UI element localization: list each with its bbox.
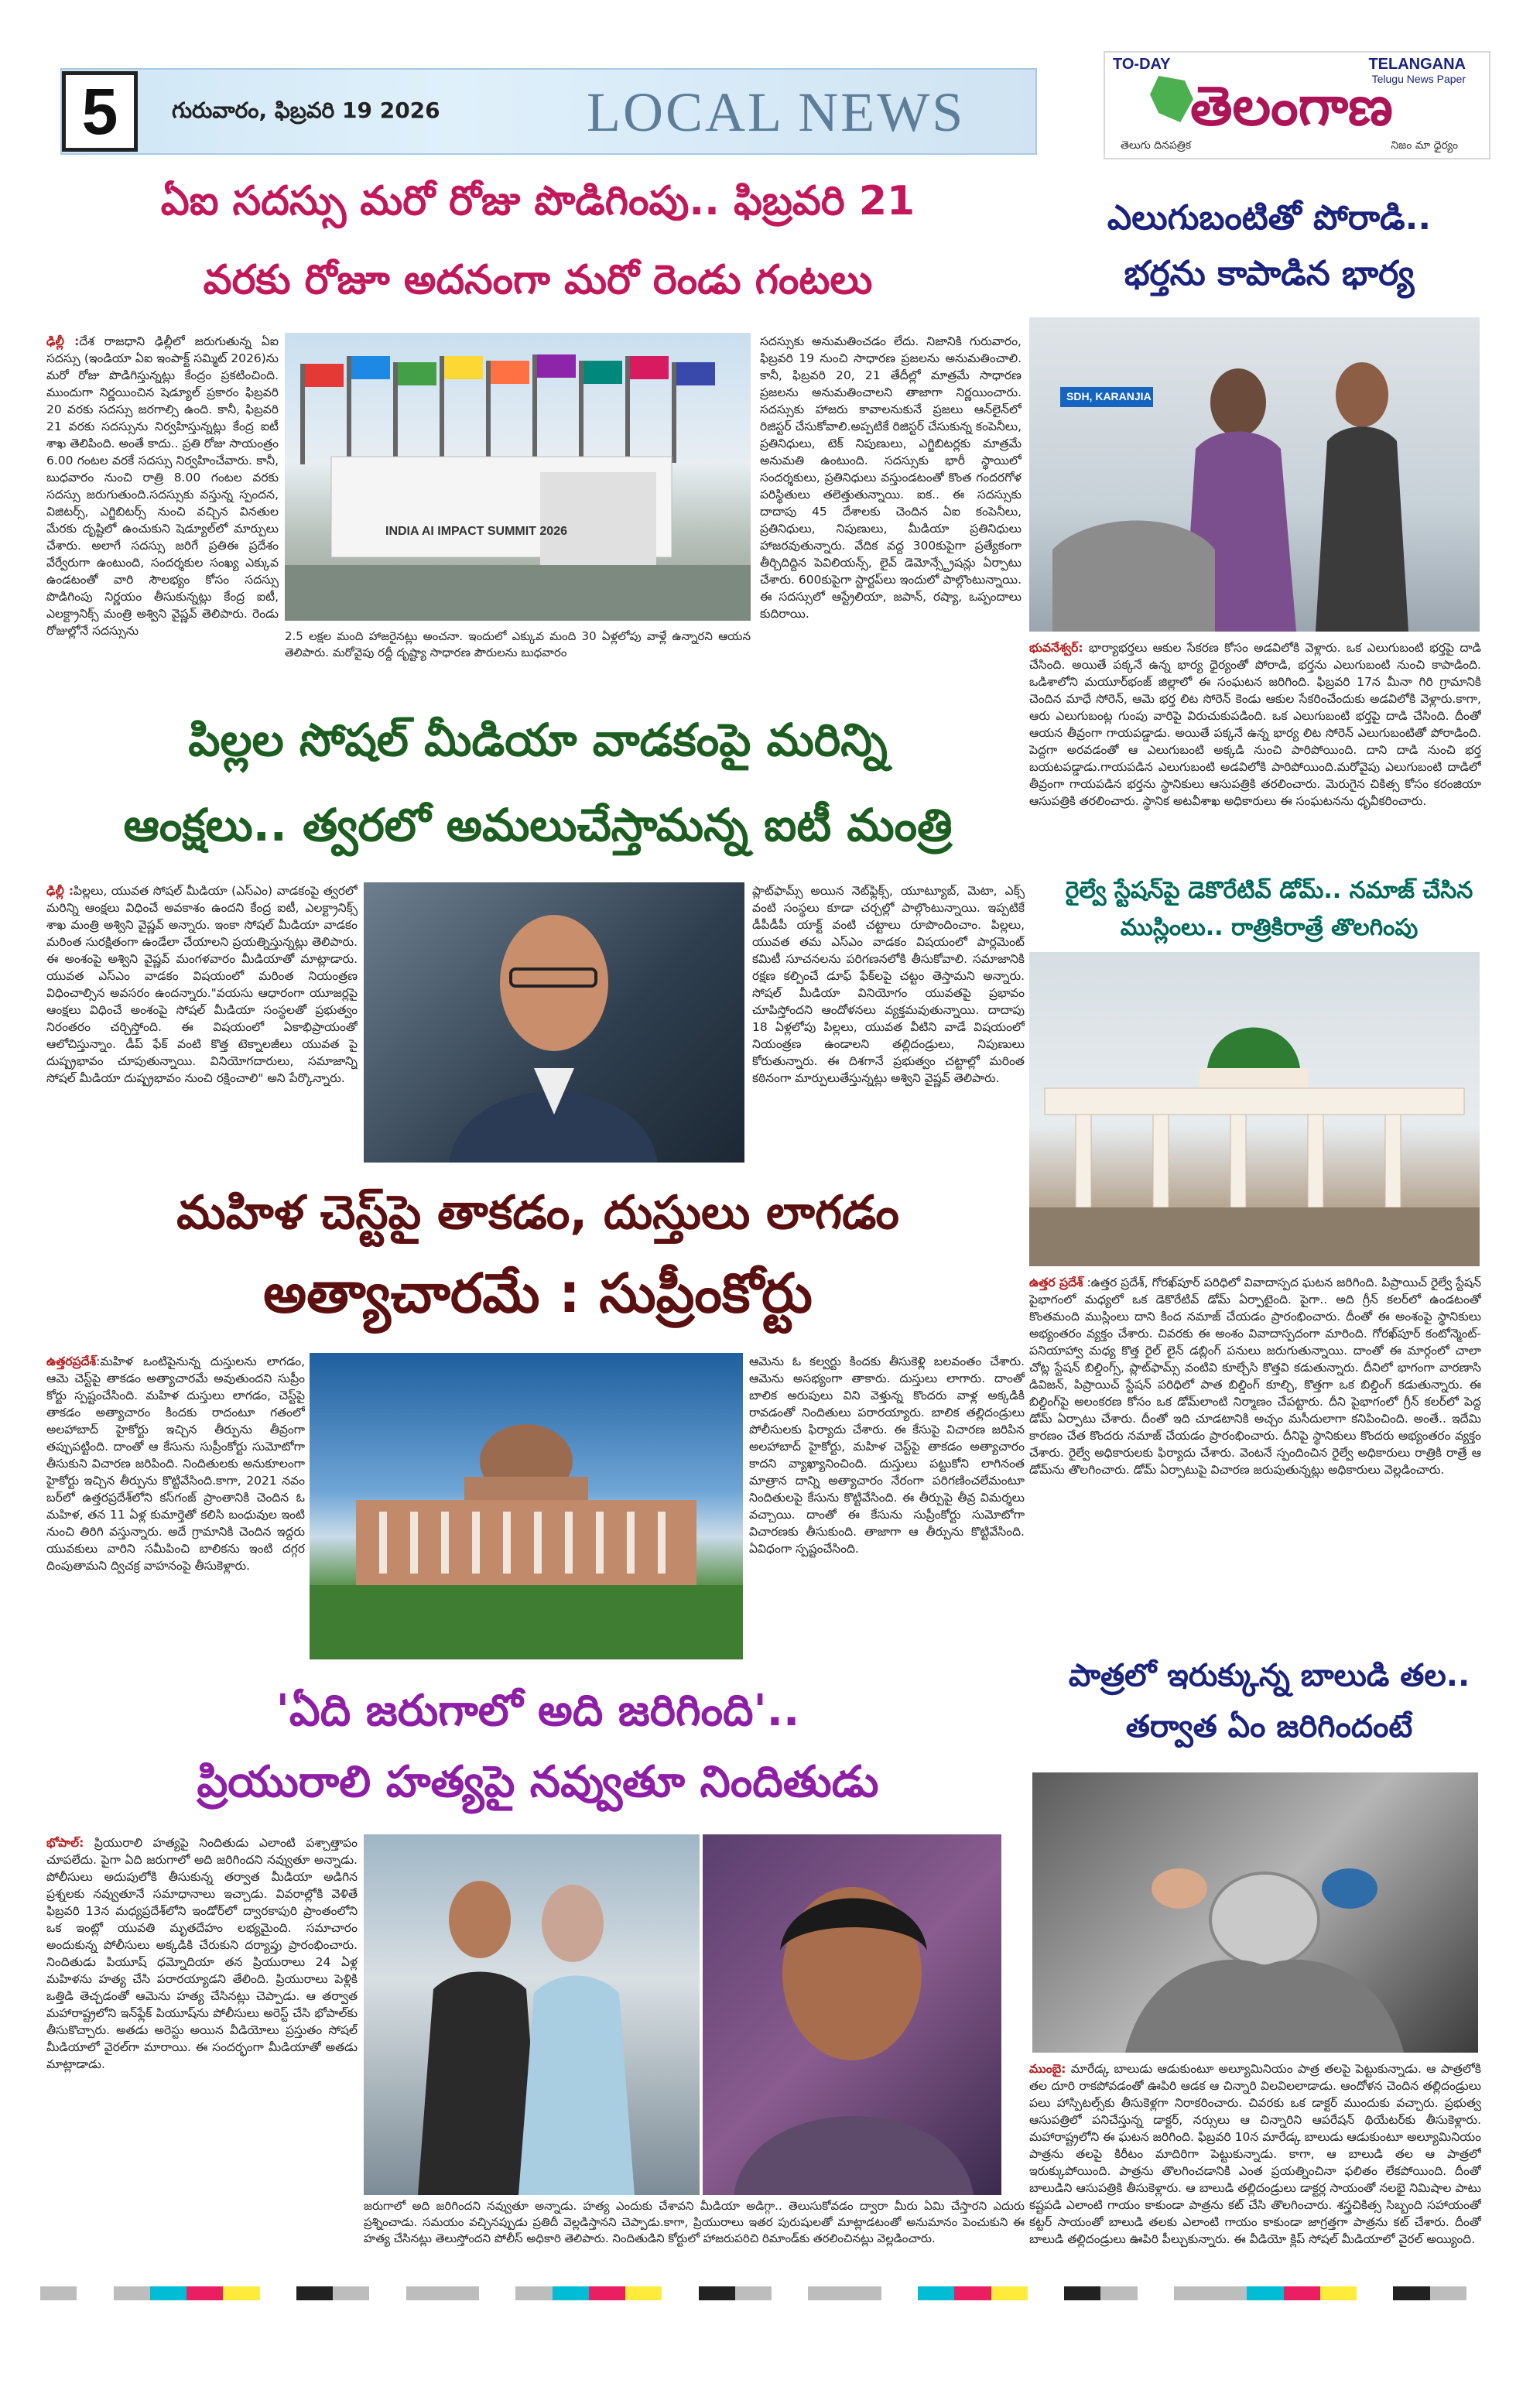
accused-photo bbox=[703, 1834, 1001, 2195]
bear-headline-1: ఎలుగుబంటితో పోరాడి.. bbox=[1107, 198, 1432, 238]
minister-photo bbox=[364, 882, 744, 1163]
railway-headline-2: ముస్లింలు.. రాత్రికిరాత్రే తొలగింపు bbox=[1120, 914, 1419, 941]
murder-headline-2: ప్రియురాలి హత్యపై నవ్వుతూ నిందితుడు bbox=[197, 1757, 879, 1807]
vessel-headline-2: తర్వాత ఏం జరిగిందంటే bbox=[1125, 1709, 1413, 1745]
social-media-location: ఢిల్లీ : bbox=[46, 884, 74, 898]
ai-summit-photo bbox=[285, 333, 751, 621]
logo-subtitle: Telugu News Paper bbox=[1371, 73, 1466, 85]
railway-photo bbox=[1029, 952, 1480, 1266]
ai-summit-location: ఢిల్లీ : bbox=[46, 334, 80, 348]
section-title: LOCAL NEWS bbox=[587, 81, 966, 143]
murder-caption: జరుగాలో అది జరిగిందని నవ్వుతూ అన్నాడు. హత్య ఎందుకు చేశావని మీడియా అడిగ్గా.. తెలుసుకోవడం ద్వారా మీరు ఏమి చేస్తారని ఎదురు ప్రశ్నించాడు. సమయం వచ్చినప్పుడు ప్రతిదీ వెల్లడిస్తానని చెప్పాడు.కాగా, ప్రియురాలు ఇతర పురుషులతో మాట్లాడటంతో అనుమానం పెంచుకుని ఈ హత్య చేసినట్లు తెలుస్తోందని పోలీస్ అధికారి తెలిపారు. నిందితుడిని కోర్టులో హాజరుపరిచి రిమాండ్‌కు తరలించినట్లు వెల్లడించారు. bbox=[364, 2199, 1025, 2245]
social-media-headline-2: ఆంక్షలు.. త్వరలో అమలుచేస్తామన్న ఐటీ మంత్రి bbox=[123, 799, 953, 851]
court-headline-1: మహిళ చెస్ట్‌పై తాకడం, దుస్తులు లాగడం bbox=[176, 1186, 899, 1240]
ai-summit-body-col3: సదస్సుకు అనుమతించడం లేదు. నిజానికి గురువారం, ఫిబ్రవరి 19 నుంచి సాధారణ ప్రజలను అనుమతించాలి. కానీ, ఫిబ్రవరి 20, 21 తేదీల్లో మాత్రమే సాధారణ ప్రజలను అనుమతించాలని తాజాగా నిర్ణయించారు. సదస్సుకు హాజరు కావాలనుకునే ప్రజలు ఆన్‌లైన్‌లో రిజిస్టర్ చేసుకోవాలి.అప్పటికే రిజిస్టర్ చేసుకున్న కంపెనీలు, ప్రతినిధులు, టెక్ నిపుణులు, ఎగ్జిబిటర్లకు మాత్రమే అనుమతి ఉంటుంది. సదస్సుకు భారీ స్థాయిలో సందర్శకులు, ప్రతినిధులు వస్తుండటంతో కొంత గందరగోళ పరిస్థితులు తలెత్తుతున్నాయి. ఐక.. ఈ సదస్సుకు దాదాపు 45 దేశాలకు చెందిన ఏఐ కంపెనీలు, ప్రతినిధులు, నిపుణులు, మీడియా ప్రతినిధులు హాజరవుతున్నారు. వేదిక వద్ద 300కుపైగా ప్రత్యేకంగా తీర్చిదిద్దిన పెవిలియన్స్, లైవ్ డెమోన్స్ట్రేషన్లు ఏర్పాటు చేశారు. 600కుపైగా స్టార్టప్‌లు ఇందులో పాల్గొంటున్నాయి. ఈ సదస్సులో ఆస్ట్రేలియా, జపాన్, రష్యా, ఒప్పందాలు కుదిరాయి. bbox=[760, 334, 1022, 621]
bear-photo bbox=[1029, 317, 1480, 632]
summit-venue-illustration bbox=[285, 333, 751, 621]
accused-portrait-illustration bbox=[703, 1834, 1001, 2195]
logo-name: తెలంగాణ bbox=[1190, 74, 1393, 138]
hospital-scene-illustration bbox=[1029, 317, 1480, 632]
logo-today: TO-DAY bbox=[1113, 56, 1171, 73]
bear-body: భువనేశ్వర్: భార్యాభర్తలు ఆకుల సేకరణ కోసం అడవిలోకి వెళ్లారు. ఒక ఎలుగుబంటి భర్తపై దాడి చేసింది. అయితే పక్కనే ఉన్న భార్య ధైర్యంతో పోరాడి, భర్తను ఎలుగుబంటి నుంచి కాపాడింది. ఒడిశాలోని మయూర్‌భంజ్ జిల్లాలో ఈ సంఘటన జరిగింది. ఫిబ్రవరి 17న మీనా గిరి గ్రామానికి చెందిన మాధే సోరెన్, ఆమె భర్త లిట సోరెన్ కెండు ఆకుల సేకరించేందుకు అడవిలోకి వెళ్లారు.కాగా, ఆరు ఎలుగుబంట్ల గుంపు వారిపై విరుచుకుపడింది. ఒక ఎలుగుబంటి భర్తపై దాడి చేసింది. దీంతో ఆయన తీవ్రంగా గాయపడ్డాడు. అయితే పక్కనే ఉన్న భార్య లిట సోరెన్ ఎలుగుబంటితో పోరాడింది. పెద్దగా అరవడంతో ఆ ఎలుగుబంటి అక్కడి నుంచి పారిపోయింది. దాని దాడి నుంచి భర్త బయటపడ్డాడు.గాయపడిన ఎలుగుబంటి అడవిలోకి పారిపోయింది.మరోవైపు ఎలుగుబంటి దాడిలో తీవ్రంగా గాయపడిన భర్తను స్థానికులు ఆసుపత్రికి తరలించారు. మెరుగైన చికిత్స కోసం కరంజియా ఆసుపత్రికి తరలించారు. స్థానిక అటవీశాఖ అధికారులు ఈ సంఘటనను ధృవీకరించారు. bbox=[1029, 641, 1481, 808]
vessel-photo bbox=[1032, 1772, 1478, 2053]
couple-photo bbox=[364, 1834, 700, 2195]
vessel-body: ముంబై: మారేడ్క బాలుడు ఆడుకుంటూ అల్యూమినియం పాత్ర తలపై పెట్టుకున్నాడు. ఆ పాత్రలోకి తల దూరి రాకపోవడంతో ఊపిరి ఆడక ఆ చిన్నారి విలవిలలాడాడు. ఆందోళన చెందిన తల్లిదండ్రులు పలు హాస్పిటల్స్‌కు తీసుకెళ్లగా నిరాకరించారు. చివరకు ఒక డాక్టర్ ముందుకు వచ్చారు. ప్రభుత్వ ఆసుపత్రిలో పనిచేస్తున్న డాక్టర్, నర్సులు ఆ చిన్నారిని ఆపరేషన్ థియేటర్‌కు తీసుకెళ్లారు. మహారాష్ట్రలోని ఈ ఘటన జరిగింది. ఫిబ్రవరి 10న మారేడ్క బాలుడు ఆడుకుంటూ అల్యూమినియం పాత్రను తలపై కిరీటం మాదిరిగా పెట్టుకున్నాడు. కాగా, ఆ బాలుడి తల ఆ పాత్రలో ఇరుక్కుపోయింది. పాత్రను తొలగించడానికి ఎంత ప్రయత్నించినా ఫలితం లేకపోయింది. దీంతో బాలుడిని ఆసుపత్రికి తీసుకెళ్లారు. ఆ బాలుడి తల్లిదండ్రులు డాక్టర్ల సాయంతో నలభై నిమిషాల పాటు కష్టపడి ఎలాంటి గాయం కాకుండా పాత్రను కట్ చేసి తొలగించారు. శస్త్రచికిత్స సిబ్బంది సహాయంతో కట్టర్ సాయంతో బాలుడి తలకు ఎలాంటి గాయం కాకుండా జాగ్రత్తగా పాత్రను కట్ చేశారు. దీంతో బాలుడి తల్లిదండ్రులు ఊపిరి పీల్చుకున్నారు. ఈ వీడియో క్లిప్ సోషల్ మీడియాలో వైరల్ అయ్యింది. bbox=[1029, 2062, 1481, 2246]
railway-headline-1: రైల్వే స్టేషన్‌పై డెకొరేటివ్ డోమ్.. నమాజ్ చేసిన bbox=[1065, 877, 1473, 904]
ai-summit-headline-1: ఏఐ సదస్సు మరో రోజు పొడిగింపు.. ఫిబ్రవరి 21 bbox=[160, 178, 915, 224]
ai-summit-headline-2: వరకు రోజూ అదనంగా మరో రెండు గంటలు bbox=[203, 257, 873, 303]
bear-headline-2: భర్తను కాపాడిన భార్య bbox=[1124, 254, 1415, 293]
court-headline-2: అత్యాచారమే : సుప్రీంకోర్టు bbox=[263, 1262, 813, 1325]
murder-headline-1: 'ఏది జరుగాలో అది జరిగింది'.. bbox=[275, 1686, 800, 1736]
court-location: ఉత్తరప్రదేశ్ bbox=[46, 1354, 97, 1368]
ai-summit-caption: 2.5 లక్షల మంది హాజరైనట్లు అంచనా. ఇందులో ఎక్కువ మంది 30 ఏళ్లలోపు వాళ్లే ఉన్నారని ఆయన తెలిపారు. మరోవైపు రద్దీ దృష్ట్యా సాధారణ పౌరులను బుధవారం bbox=[285, 629, 751, 659]
couple-illustration bbox=[364, 1834, 700, 2195]
print-color-bar bbox=[40, 2286, 1503, 2300]
railway-location: ఉత్తర ప్రదేశ్ bbox=[1029, 1276, 1083, 1289]
masthead-logo bbox=[1104, 51, 1490, 159]
vessel-location: ముంబై: bbox=[1029, 2062, 1066, 2076]
minister-portrait-illustration bbox=[364, 882, 744, 1163]
social-media-body-col3: ప్లాట్‌ఫామ్స్ అయిన నెట్‌ఫ్లిక్స్, యూట్యూబ్, మెటా, ఎక్స్ వంటి సంస్థలు కూడా చర్చల్లో పాల్గొంటున్నాయి. ఇప్పటికే డీపీడీపీ యాక్ట్ వంటి చట్టాలు రూపొందించాం. పిల్లలు, యువత తమ ఎస్ఎం వాడకం విషయంలో పార్లమెంట్ కమిటీ సూచనలను పరిగణనలోకి తీసుకోవాలి. సమాజానికి రక్షణ కల్పించే డూఫ్ ఫేక్‌లపై చట్టం తెస్తామని అన్నారు. సోషల్ మీడియా వినియోగం యువతపై ప్రభావం చూపిస్తోందని ఆందోళనలు వ్యక్తమవుతున్నాయి. దాదాపు 18 ఏళ్లలోపు పిల్లలు, యువత వీటిని వాడే విషయంలో నియంత్రణ ఉండాలని తల్లిదండ్రులు, నిపుణులు కోరుతున్నారు. ఈ దిశగానే ప్రభుత్వం చట్టాల్లో మరింత కఠినంగా మార్పులుతేస్తున్నట్లు అశ్విని వైష్ణవ్ తెలిపారు. bbox=[752, 884, 1025, 1085]
murder-location: భోపాల్: bbox=[46, 1836, 84, 1850]
railway-body: ఉత్తర ప్రదేశ్ :ఉత్తర ప్రదేశ్, గోరఖ్‌పూర్ పరిధిలో వివాదాస్పద ఘటన జరిగింది. పిప్రాయిచ్ రైల్వే స్టేషన్ పైభాగంలో మధ్యలో ఒక డెకొరేటివ్ డోమ్ ఏర్పాటైంది. పైగా.. అది గ్రీన్ కలర్‌లో ఉండటంతో కొంతమంది ముస్లింలు దాని కింద నమాజ్ చేయడం ప్రారంభించారు. దీంతో ఈ అంశంపై స్థానికులు అభ్యంతరం వ్యక్తం చేశారు. చివరకు ఈ అంశం వివాదాస్పదంగా మారింది. గోరఖ్‌పూర్ కంటోన్మెంట్-పనియాహ్వా మధ్య కొత్త రైల్ లైన్ డబ్లింగ్ పనులు జరుగుతున్నాయి. దాంతో ఈ మార్గంలో చాలా చోట్ల స్టేషన్ బిల్డింగ్స్, ప్లాట్‌ఫామ్స్ వంటివి కూల్చేసి కొత్తవి కడుతున్నారు. దీనిలో భాగంగా వారణాసి డివిజన్, పిప్రాయిచ్ స్టేషన్ పరిధిలో పాత బిల్డింగ్ కూల్చి, కొత్తగా ఒక బిల్డింగ్ కడుతున్నారు. ఈ బిల్డింగ్‌పై అలంకరణ కోసం ఒక డోమ్‌లాంటి నిర్మాణం చేపట్టారు. దీని పైభాగంలో గ్రీన్ కలర్‌లో పెద్ద డోమ్ ఏర్పాటు చేశారు. దీంతో ఇది చూడటానికి అచ్చం మసీదులాగా కనిపించింది. అంతే.. ఇదేమి కారణం చేత కొందరు నమాజ్ చేయడం ప్రారంభించారు. దీనిపై స్థానికులు కొందరు అభ్యంతరం వ్యక్తం చేశారు. రైల్వే అధికారులకు ఫిర్యాదు చేశారు. వెంటనే స్పందించిన రైల్వే అధికారులు రాత్రికి రాత్రే ఆ డోమ్‌ను తొలగించారు. డోమ్ ఏర్పాటుపై విచారణ జరుపుతున్నట్లు అధికారులు వెల్లడించారు. bbox=[1029, 1276, 1481, 1477]
logo-telangana: TELANGANA bbox=[1368, 56, 1466, 73]
hospital-sign: SDH, KARANJIA bbox=[1066, 390, 1152, 402]
supreme-court-photo bbox=[310, 1353, 743, 1659]
vessel-headline-1: పాత్రలో ఇరుక్కున్న బాలుడి తల.. bbox=[1068, 1658, 1470, 1694]
court-body-col1: ఉత్తరప్రదేశ్:మహిళ ఒంటిపైనున్న దుస్తులను లాగడం, ఆమె చెస్ట్‌పై తాకడం అత్యాచారమే అవుతుందని సుప్రీం కోర్టు స్పష్టంచేసింది. మహిళ దుస్తులు లాగడం, చెస్ట్‌పై తాకడం అత్యాచారం కిందకు రాదంటూ గతంలో అలహాబాద్ హైకోర్టు ఇచ్చిన తీర్పును తీవ్రంగా తప్పుపట్టింది. దాంతో ఆ కేసును సుప్రీంకోర్టు సుమోటోగా తీసుకుని విచారణ జరిపింది. నిందితులకు అనుకూలంగా హైకోర్టు ఇచ్చిన తీర్పును కొట్టివేసింది.కాగా, 2021 నవం బర్‌లో ఉత్తరప్రదేశ్‌లోని కస్‌గంజ్ ప్రాంతానికి చెందిన ఓ మహిళ, తన 11 ఏళ్ల కుమార్తెతో కలిసి బంధువుల ఇంటి నుంచి తిరిగి వస్తున్నారు. అదే గ్రామానికి చెందిన ఇద్దరు యువకులు వారిని సమీపించి బాలికను ఇంటి దగ్గర దింపుతామని ద్విచక్ర వాహనంపై తీసుకెళ్లారు. bbox=[46, 1354, 305, 1573]
ai-summit-body-col1: ఢిల్లీ :దేశ రాజధాని ఢిల్లీలో జరుగుతున్న ఏఐ సదస్సు (ఇండియా ఏఐ ఇంపాక్ట్ సమ్మిట్ 2026)ను మరో రోజు పొడిగిస్తున్నట్లు కేంద్రం ప్రకటించింది. ముందుగా నిర్ణయించిన షెడ్యూల్ ప్రకారం ఫిబ్రవరి 20 వరకు సదస్సు జరగాల్సి ఉంది. కానీ, ఫిబ్రవరి 21 వరకు సదస్సును నిర్వహిస్తున్నట్లు కేంద్ర ఐటీ శాఖ తెలిపింది. అంతే కాదు.. ప్రతి రోజు సాయంత్రం 6.00 గంటల వరకే సదస్సు నిర్వహించేవారు. కానీ, బుధవారం నుంచి రాత్రి 8.00 గంటల వరకు సదస్సు జరుగుతుంది.సదస్సుకు వస్తున్న స్పందన, విజిటర్స్, ఎగ్జిబిటర్స్ నుంచి వచ్చిన వినతుల మేరకు దృష్టిలో ఉంచుకుని షెడ్యూల్‌లో మార్పులు చేశారు. అలాగే సదస్సు జరిగే ప్రతిఈ ప్రదేశం వేర్వేరుగా ఉంటుంది, సందర్శకుల సంఖ్య ఎక్కువ ఉండటంతో వారి సౌలభ్యం కోసం సదస్సు పొడిగింపు నిర్ణయం తీసుకున్నట్లు కేంద్ర ఐటీ, ఎలక్ట్రానిక్స్ మంత్రి అశ్విని వైష్ణవ్ తెలిపారు. రెండు రోజుల్లోనే సదస్సును bbox=[46, 334, 279, 638]
summit-sign: INDIA AI IMPACT SUMMIT 2026 bbox=[385, 525, 567, 538]
logo-tagline-right: నిజం మా ధైర్యం bbox=[1391, 139, 1458, 152]
court-building-illustration bbox=[310, 1353, 743, 1659]
station-dome-illustration bbox=[1029, 952, 1480, 1266]
social-media-body-col1: ఢిల్లీ :పిల్లలు, యువత సోషల్ మీడియా (ఎస్ఎం) వాడకంపై త్వరలో మరిన్ని ఆంక్షలు విధించే అవకాశం ఉందని కేంద్ర ఐటీ, ఎలక్ట్రానిక్స్ శాఖ మంత్రి అశ్విని వైష్ణవ్ అన్నారు. ఇంకా సోషల్ మీడియా వాడకం మరింత సురక్షితంగా ఉండేలా చేయాలని ప్రయత్నిస్తున్నట్లు తెలిపారు. ఈ అంశంపై అశ్విని వైష్ణవ్ మంగళవారం మీడియాతో మాట్లాడారు. యువత ఎస్ఎం వాడకం విషయంలో మరింత నియంత్రణ విధించాల్సిన అవసరం ఉందన్నారు."వయసు ఆధారంగా యూజర్లపై ఆంక్షలు విధించే అంశంపై సోషల్ మీడియా సంస్థలతో ప్రభుత్వం నిరంతరం చర్చిస్తోంది. ఈ విషయంలో ఏకాభిప్రాయంతో ఆలోచిస్తున్నాం. డీప్ ఫేక్ వంటి కొత్త టెక్నాలజీలు యువత పై దుష్ప్రభావం చూపుతున్నాయి. వినియోగదారులు, సమాజాన్ని సోషల్ మీడియా దుష్ప్రభావం నుంచి రక్షించాలి" అని పేర్కొన్నారు. bbox=[46, 884, 358, 1085]
rescue-scene-illustration bbox=[1032, 1772, 1478, 2053]
court-body-col3: ఆమెను ఓ కల్వర్టు కిందకు తీసుకెళ్లి బలవంతం చేశారు. ఆమెను అసభ్యంగా తాకారు. దుస్తులు లాగారు. దాంతో బాలిక అరుపులు విని వెళ్తున్న కొందరు వాళ్ల అక్కడికి రావడంతో నిందితులు పరారయ్యారు. బాలిక తల్లిదండ్రులు పోలీసులకు ఫిర్యాదు చేశారు. ఈ కేసుపై విచారణ జరిపిన అలహాబాద్ హైకోర్టు, మహిళ చెస్ట్‌పై తాకడం అత్యాచారం కాదని వ్యాఖ్యానించింది. దుస్తులు పట్టుకోని లాగినంత మాత్రాన దాన్ని అత్యాచారం నేరంగా పరిగణించలేమంటూ నిందితులపై కేసును కొట్టివేసింది. ఈ తీర్పుపై తీవ్ర విమర్శలు వచ్చాయి. దాంతో ఈ కేసును సుప్రీంకోర్టు సుమోటోగా విచారణకు తీసుకుంది. తాజాగా ఆ తీర్పును కొట్టివేసింది. ఏవిధంగా స్పష్టంచేసింది. bbox=[749, 1354, 1025, 1556]
murder-body-col1: భోపాల్: ప్రియురాలి హత్యపై నిందితుడు ఎలాంటి పశ్చాత్తాపం చూపలేదు. పైగా ఏది జరుగాలో అది జరిగిందని నవ్వుతూ అన్నాడు. పోలీసులు అదుపులోకి తీసుకున్న తర్వాత మీడియా అడిగిన ప్రశ్నలకు నవ్వుతూనే సమాధానాలు ఇచ్చాడు. వివరాల్లోకి వెళితే ఫిబ్రవరి 13న మధ్యప్రదేశ్‌లోని ఇండోర్‌లో ద్వారకాపురి ప్రాంతంలోని ఒక ఇంట్లో యువతి మృతదేహం లభ్యమైంది. సమాచారం అందుకున్న పోలీసులు అక్కడికి చేరుకుని దర్యాప్తు ప్రారంభించారు. నిందితుడు పియూష్ ధమ్నోదియా తన ప్రియురాలు 24 ఏళ్ల మహిళను హత్య చేసి పరారయ్యాడని తేలింది. ప్రియురాలు పెళ్లికి ఒత్తిడి తెచ్చడంతో ఆమెను హత్య చేసినట్లు చెప్పాడు. ఆ తర్వాత మహారాష్ట్రలోని ఇన్‌ఫ్లేక్ పియూష్‌ను పోలీసులు అరెస్ట్ చేసి భోపాల్‌కు తీసుకొచ్చారు. అతడు అరెస్టు అయిన వీడియోలు ప్రస్తుతం సోషల్ మీడియాలో వైరల్‌గా మారాయి. ఈ సందర్భంగా మీడియాతో అతడు మాట్లాడాడు. bbox=[46, 1836, 358, 2071]
issue-date: గురువారం, ఫిబ్రవరి 19 2026 bbox=[172, 98, 440, 123]
logo-tagline-left: తెలుగు దినపత్రిక bbox=[1121, 139, 1192, 152]
telangana-map-icon bbox=[1150, 76, 1193, 122]
bear-location: భువనేశ్వర్: bbox=[1029, 641, 1083, 655]
page-number: 5 bbox=[62, 71, 138, 152]
social-media-headline-1: పిల్లల సోషల్ మీడియా వాడకంపై మరిన్ని bbox=[188, 714, 888, 766]
